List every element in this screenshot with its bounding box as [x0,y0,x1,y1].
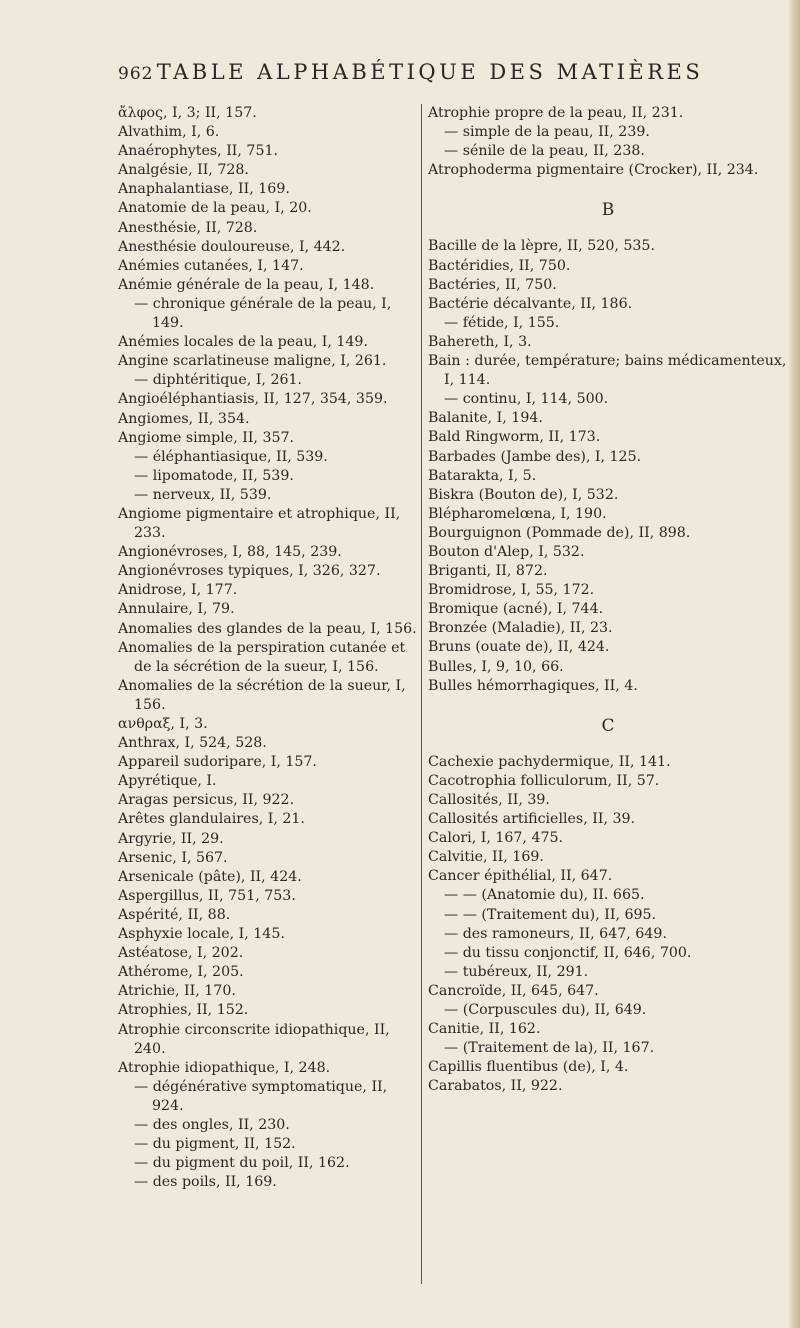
index-entry: Bulles hémorrhagiques, II, 4. [428,677,638,694]
index-entry: Anémies locales de la peau, I, 149. [118,334,368,351]
index-subentry: — continu, I, 114, 500. [444,391,609,408]
index-entry: Angionévroses typiques, I, 326, 327. [118,563,381,580]
index-entry: Athérome, I, 205. [118,964,244,981]
index-subentry: — du pigment, II, 152. [134,1136,296,1153]
index-subentry: — du tissu conjonctif, II, 646, 700. [444,944,692,961]
index-subentry: — tubéreux, II, 291. [444,963,589,980]
index-entry: Bactérie décalvante, II, 186. [428,295,633,312]
index-entry: Astéatose, I, 202. [118,945,244,962]
index-entry: Atrophie circonscrite idiopathique, II, 240. [118,1021,390,1057]
index-entry: Angiomes, II, 354. [118,410,250,427]
entries-a-continued [428,104,788,180]
index-entry: Anémie générale de la peau, I, 148. [118,276,375,293]
index-subentry: — des ramoneurs, II, 647, 649. [444,925,667,942]
index-entry: Bacille de la lèpre, II, 520, 535. [428,238,655,255]
index-entry: Balanite, I, 194. [428,410,543,427]
index-entry: Arsenicale (pâte), II, 424. [118,868,302,885]
index-subentry: — simple de la peau, II, 239. [444,124,650,141]
index-subentry: — chronique générale de la peau, I, 149. [134,295,392,332]
index-subentry: — — (Traitement du), II, 695. [444,906,657,923]
index-entry: Asphyxie locale, I, 145. [118,926,285,943]
index-subentry: — — (Anatomie du), II. 665. [444,887,645,904]
index-subentry: — nerveux, II, 539. [134,486,272,503]
index-entry: Alvathim, I, 6. [118,124,220,141]
index-entry: Anomalies de la perspiration cutanée et de la sécrétion de la sueur, I, 156. [118,639,406,675]
index-entry: Barbades (Jambe des), I, 125. [428,448,642,465]
index-entry: Angioéléphantiasis, II, 127, 354, 359. [118,391,388,408]
index-entry: Bronzée (Maladie), II, 23. [428,620,613,637]
index-entry: ἄλφος, I, 3; II, 157. [118,105,257,121]
index-entry: Bourguignon (Pommade de), II, 898. [428,524,691,541]
running-head-title: TABLE ALPHABÉTIQUE DES MATIÈRES [156,60,704,84]
index-subentry: — éléphantiasique, II, 539. [134,448,328,465]
index-subentry: — des poils, II, 169. [134,1174,277,1191]
index-entry: Anthrax, I, 524, 528. [118,735,267,752]
index-entry: Aspergillus, II, 751, 753. [118,887,296,904]
index-entry: Appareil sudoripare, I, 157. [118,754,317,771]
section-letter-b: B [601,200,615,221]
index-entry: Anomalies de la sécrétion de la sueur, I, 156. [118,677,406,713]
index-entry: Blépharomelœna, I, 190. [428,505,607,522]
index-entry: Angiome pigmentaire et atrophique, II, 233. [118,505,401,542]
index-entry: Cancroïde, II, 645, 647. [428,982,599,999]
index-entry: Angiome simple, II, 357. [118,429,295,446]
index-entry: Anomalies des glandes de la peau, I, 156. [118,620,417,637]
index-entry: ανθραξ, I, 3. [118,716,208,732]
index-subentry: — sénile de la peau, II, 238. [444,143,645,160]
index-entry: Angine scarlatineuse maligne, I, 261. [118,353,387,370]
index-subentry: — du pigment du poil, II, 162. [134,1155,350,1172]
index-entry: Anémies cutanées, I, 147. [118,257,304,274]
index-entry: Argyrie, II, 29. [118,830,224,847]
column-divider [421,104,422,1284]
index-entry: Capillis fluentibus (de), I, 4. [428,1059,629,1076]
index-entry: Bruns (ouate de), II, 424. [428,639,610,656]
index-subentry: — (Corpuscules du), II, 649. [444,1002,647,1019]
index-entry: Callosités, II, 39. [428,792,550,808]
index-entry: Angionévroses, I, 88, 145, 239. [118,544,342,561]
left-column [118,104,418,1192]
page-edge [788,0,800,1328]
index-entry: Aspérité, II, 88. [118,906,231,923]
index-entry: Bouton d'Alep, I, 532. [428,543,585,560]
index-entry: Bactéridies, II, 750. [428,257,571,274]
index-entry: Cacotrophia folliculorum, II, 57. [428,772,660,789]
index-entry: Atrophie idiopathique, I, 248. [118,1059,331,1076]
index-entry: Anaérophytes, II, 751. [118,143,279,160]
index-entry: Atrophie propre de la peau, II, 231. [428,105,684,121]
page-number: 962 [118,64,154,84]
index-entry: Bromique (acné), I, 744. [428,601,604,618]
index-entry: Atrophoderma pigmentaire (Crocker), II, 234. [428,162,759,179]
index-entry: Atrichie, II, 170. [118,983,236,1000]
index-entry: Bahereth, I, 3. [428,333,532,350]
index-entry: Bromidrose, I, 55, 172. [428,582,595,599]
index-entry: Cancer épithélial, II, 647. [428,868,613,885]
index-entry: Anatomie de la peau, I, 20. [118,200,312,217]
index-entry: Bulles, I, 9, 10, 66. [428,658,564,675]
section-letter-c: C [601,715,615,736]
index-entry: Anesthésie douloureuse, I, 442. [118,238,346,255]
index-entry: Callosités artificielles, II, 39. [428,811,636,828]
index-subentry: — diphtéritique, I, 261. [134,372,303,389]
index-entry: Batarakta, I, 5. [428,467,537,484]
index-entry: Apyrétique, I. [118,773,217,790]
index-subentry: — des ongles, II, 230. [134,1116,290,1133]
index-entry: Annulaire, I, 79. [118,601,235,618]
entries-c [428,753,788,1097]
index-subentry: — (Traitement de la), II, 167. [444,1040,655,1057]
index-entry: Anesthésie, II, 728. [118,219,258,236]
index-entry: Analgésie, II, 728. [118,162,249,179]
index-entry: Cachexie pachydermique, II, 141. [428,753,671,770]
index-entry: Anaphalantiase, II, 169. [118,181,290,198]
index-subentry: — lipomatode, II, 539. [134,467,294,484]
index-entry: Atrophies, II, 152. [118,1002,249,1019]
index-subentry: — fétide, I, 155. [444,314,560,331]
index-entry: Bactéries, II, 750. [428,276,557,293]
index-entry: Carabatos, II, 922. [428,1078,563,1095]
entries-b [428,237,788,695]
index-entry: Biskra (Bouton de), I, 532. [428,486,619,503]
index-entry: Calvitie, II, 169. [428,849,544,866]
index-entry: Bain : durée, température; bains médicamenteux, I, 114. [428,353,787,389]
right-column [428,104,788,1097]
index-subentry: — dégénérative symptomatique, II, 924. [134,1078,388,1114]
index-entry: Arêtes glandulaires, I, 21. [118,811,305,828]
index-entry: Canitie, II, 162. [428,1021,541,1038]
index-entry: Arsenic, I, 567. [118,849,228,866]
index-entry: Briganti, II, 872. [428,563,548,580]
index-entry: Calori, I, 167, 475. [428,830,564,847]
index-entry: Bald Ringworm, II, 173. [428,429,601,446]
index-entry: Anidrose, I, 177. [118,582,238,599]
index-entry: Aragas persicus, II, 922. [118,792,295,809]
